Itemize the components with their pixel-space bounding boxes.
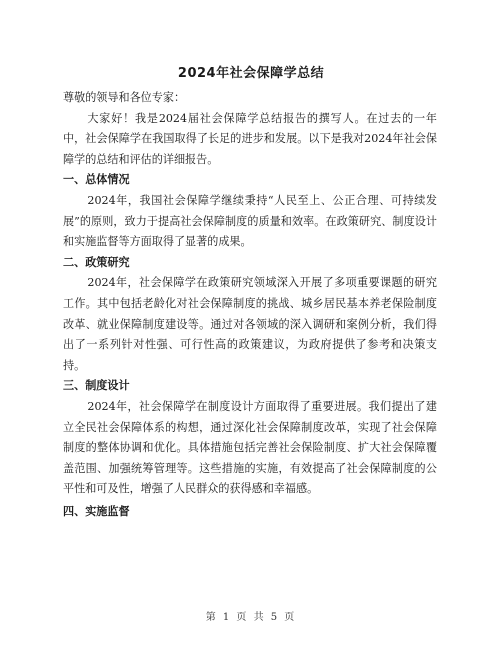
section-heading-overview: 一、总体情况 [63,173,130,187]
section-heading-system-design: 三、制度设计 [63,379,130,393]
salutation: 尊敬的领导和各位专家： [63,91,186,104]
section-heading-supervision: 四、实施监督 [63,504,130,518]
page-number-footer: 第 1 页 共 5 页 [205,612,297,623]
section-text-overview: 2024年，我国社会保障学继续秉持“人民至上、公正合理、可持续发展”的原则，致力于提高社会保障制度的质量和效率。在政策研究、制度设计和实施监督等方面取得了显著的成果。 [63,193,437,249]
document-body [63,88,437,522]
document-title: 2024年社会保障学总结 [177,66,325,81]
section-heading-policy-research: 二、政策研究 [63,255,130,269]
section-text-policy-research: 2024年，社会保障学在政策研究领域深入开展了多项重要课题的研究工作。其中包括老龄化对社会保障制度的挑战、城乡居民基本养老保险制度改革、就业保障制度建设等。通过对各领域的深入调研和案例分析，我们得出了一系列针对性强、可行性高的政策建议，为政府提供了参考和决策支持。 [63,276,437,372]
intro-paragraph: 大家好！我是2024届社会保障学总结报告的撰写人。在过去的一年中，社会保障学在我国取得了长足的进步和发展。以下是我对2024年社会保障学的总结和评估的详细报告。 [63,111,437,166]
section-text-system-design: 2024年，社会保障学在制度设计方面取得了重要进展。我们提出了建立全民社会保障体系的构想，通过深化社会保障制度改革，实现了社会保障制度的整体协调和优化。具体措施包括完善社会保险制度、扩大社会保障覆盖范围、加强统筹管理等。这些措施的实施，有效提高了社会保障制度的公平性和可及性，增强了人民群众的获得感和幸福感。 [63,399,437,496]
